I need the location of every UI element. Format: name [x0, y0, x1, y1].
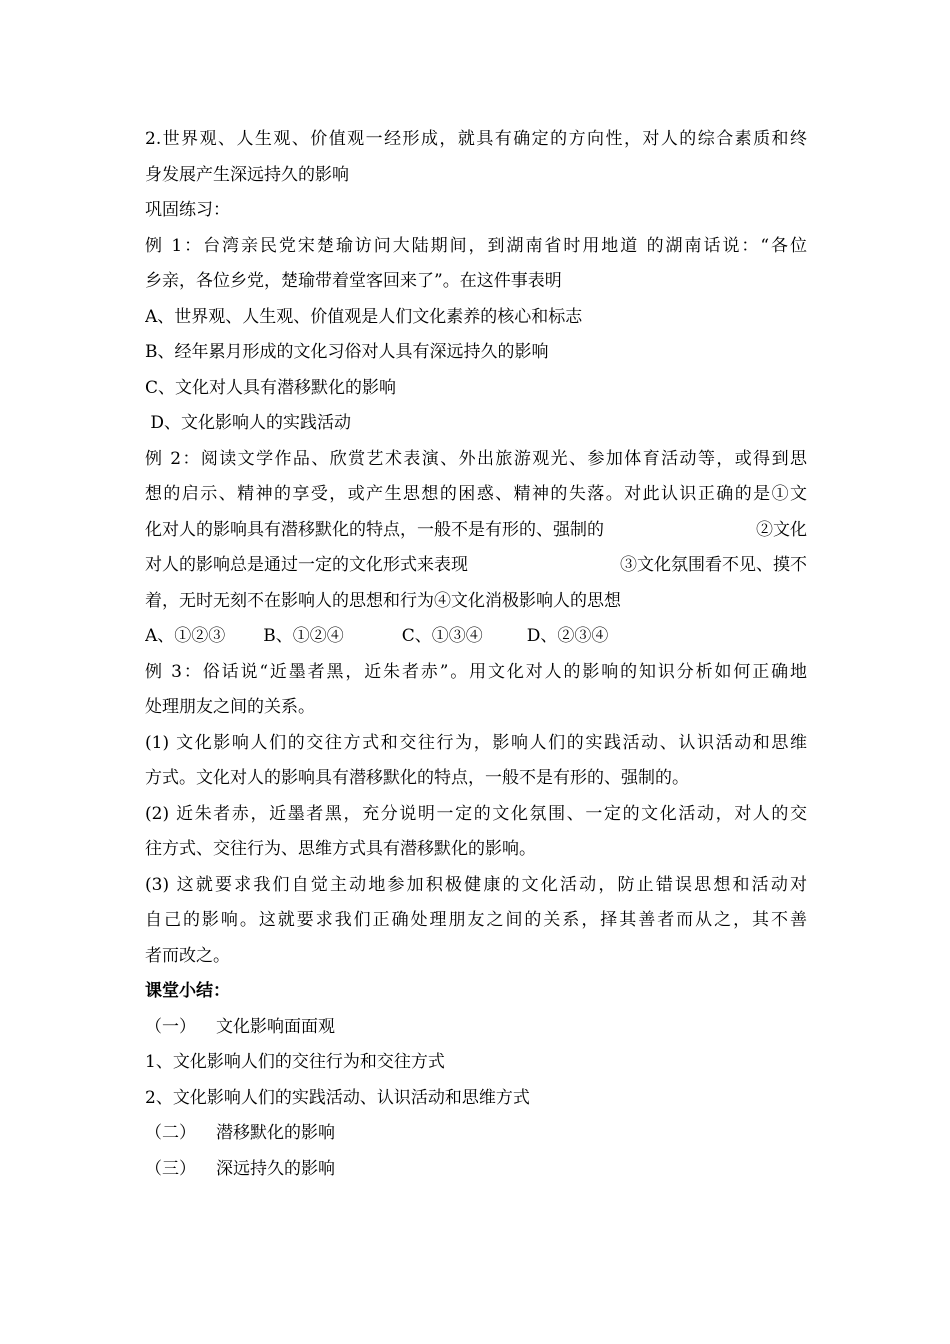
- answer-point-1: (1) 文化影响人们的交往方式和交往行为，影响人们的实践活动、认识活动和思维: [145, 732, 807, 753]
- example-1-question: 例 1：台湾亲民党宋楚瑜访问大陆期间，到湖南省时用地道 的湖南话说：“各位: [145, 235, 807, 256]
- example-1-question-cont: 乡亲，各位乡党，楚瑜带着堂客回来了”。在这件事表明: [145, 271, 562, 291]
- statement-text: ③文化氛围看不见、摸不: [620, 555, 807, 575]
- choice-b: B、①②④: [263, 626, 344, 646]
- summary-number: （一）: [145, 1016, 196, 1037]
- statement-text: 化对人的影响具有潜移默化的特点，一般不是有形的、强制的: [145, 519, 604, 540]
- option-d: D、文化影响人的实践活动: [145, 413, 352, 433]
- example-2-statement-line: [145, 548, 807, 584]
- summary-text: 潜移默化的影响: [216, 1123, 335, 1143]
- answer-point-1-cont: 方式。文化对人的影响具有潜移默化的特点，一般不是有形的、强制的。: [145, 768, 689, 788]
- answer-point-3-cont: 自己的影响。这就要求我们正确处理朋友之间的关系，择其善者而从之，其不善: [145, 910, 807, 930]
- summary-item-1: [145, 1010, 807, 1046]
- example-2-statement-line: 着，无时无刻不在影响人的思想和行为④文化消极影响人的思想: [145, 590, 621, 611]
- paragraph-line: 身发展产生深远持久的影响: [145, 164, 349, 185]
- summary-number: （三）: [145, 1158, 196, 1179]
- summary-heading: 课堂小结：: [145, 981, 230, 1001]
- document-page: [145, 122, 807, 1187]
- summary-subitem: 2、文化影响人们的实践活动、认识活动和思维方式: [145, 1087, 530, 1108]
- summary-text: 文化影响面面观: [216, 1016, 335, 1037]
- example-3-question: 例 3：俗话说“近墨者黑，近朱者赤”。用文化对人的影响的知识分析如何正确地: [145, 661, 807, 682]
- section-heading: 巩固练习：: [145, 200, 230, 220]
- paragraph-line: 2.世界观、人生观、价值观一经形成，就具有确定的方向性，对人的综合素质和终: [145, 129, 807, 149]
- statement-text: ②文化: [756, 519, 807, 540]
- example-2-options: [145, 619, 807, 655]
- option-a: A、世界观、人生观、价值观是人们文化素养的核心和标志: [145, 306, 583, 327]
- summary-subitem: 1、文化影响人们的交往行为和交往方式: [145, 1052, 445, 1072]
- answer-point-3-end: 者而改之。: [145, 945, 230, 966]
- option-c: C、文化对人具有潜移默化的影响: [145, 377, 397, 398]
- summary-text: 深远持久的影响: [216, 1158, 335, 1179]
- example-3-question-cont: 处理朋友之间的关系。: [145, 697, 315, 717]
- example-2-question: 例 2：阅读文学作品、欣赏艺术表演、外出旅游观光、参加体育活动等，或得到思: [145, 448, 807, 469]
- summary-item-2: [145, 1116, 807, 1152]
- summary-number: （二）: [145, 1123, 196, 1143]
- answer-point-2: (2) 近朱者赤，近墨者黑，充分说明一定的文化氛围、一定的文化活动，对人的交: [145, 803, 807, 824]
- choice-c: C、①③④: [401, 626, 483, 646]
- answer-point-2-cont: 往方式、交往行为、思维方式具有潜移默化的影响。: [145, 839, 536, 859]
- answer-point-3: (3) 这就要求我们自觉主动地参加积极健康的文化活动，防止错误思想和活动对: [145, 874, 807, 895]
- example-2-statement-line: [145, 513, 807, 549]
- example-2-question-cont: 想的启示、精神的享受，或产生思想的困惑、精神的失落。对此认识正确的是①文: [145, 484, 807, 504]
- choice-a: A、①②③: [145, 626, 226, 646]
- option-b: B、经年累月形成的文化习俗对人具有深远持久的影响: [145, 342, 549, 362]
- statement-text: 对人的影响总是通过一定的文化形式来表现: [145, 555, 468, 575]
- choice-d: D、②③④: [526, 626, 609, 646]
- summary-item-3: [145, 1152, 807, 1188]
